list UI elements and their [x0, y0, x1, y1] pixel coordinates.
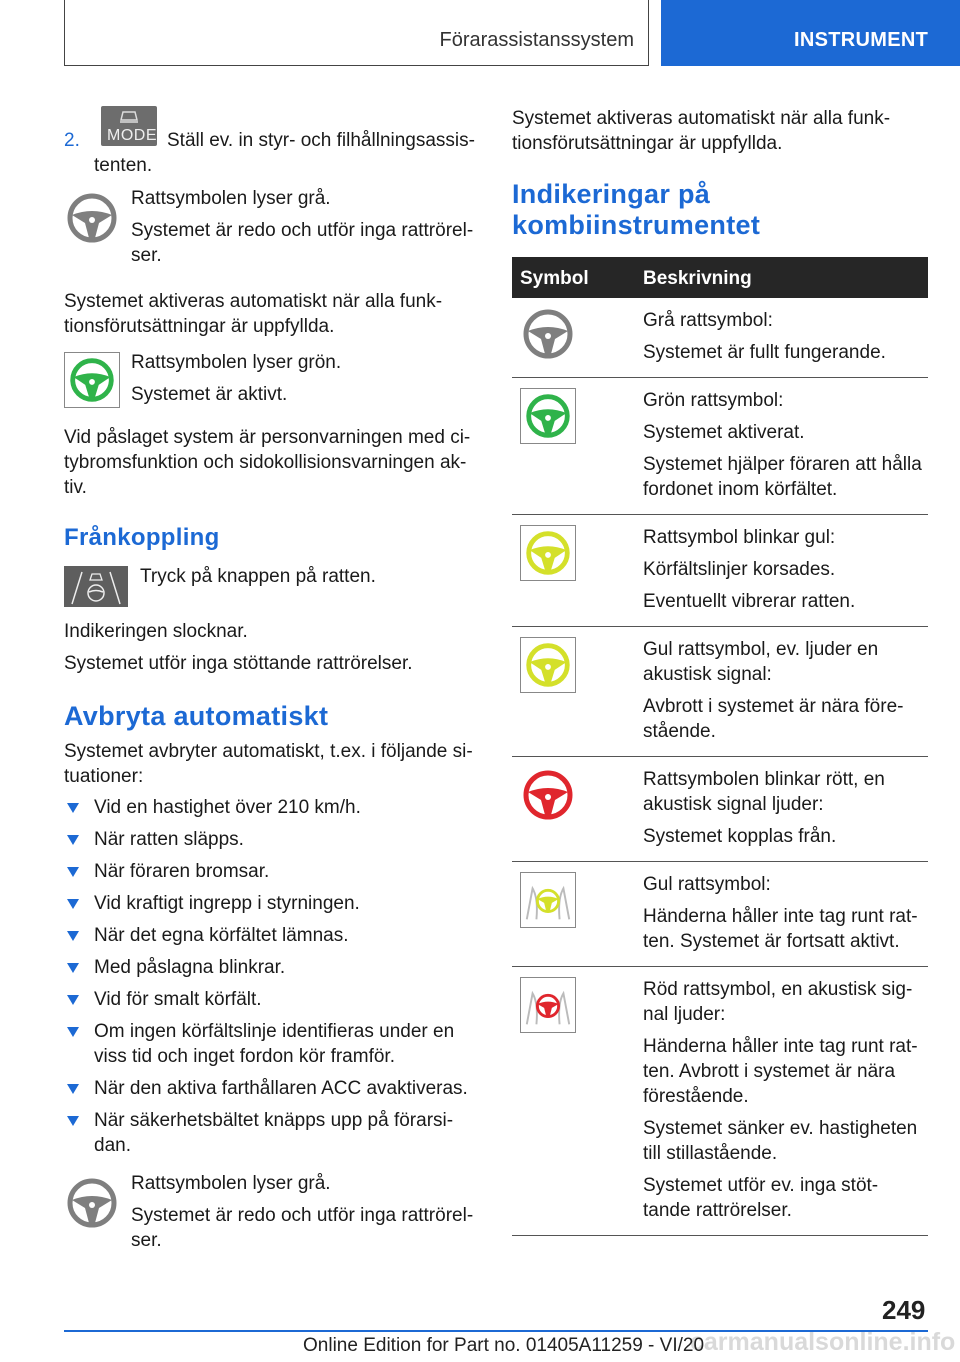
grey-steering-wheel-icon [64, 190, 120, 246]
table-row [512, 862, 928, 967]
disengage-instruction: Tryck på knappen på ratten. [140, 566, 376, 587]
activation-text-2: tionsförutsättningar är uppfyllda. [64, 316, 335, 337]
warning-text-3: tiv. [64, 477, 87, 498]
row-text: Röd rattsymbol, en akustisk sig- nal ljuder: [643, 979, 913, 1025]
row-text: Systemet hjälper föraren att hålla fordonet inom körfältet. [643, 454, 922, 500]
bullet-triangle-icon [67, 931, 79, 941]
abort-intro-2: tuationer: [64, 766, 144, 787]
list-item: När ratten släpps. [64, 827, 484, 852]
row-text: Grön rattsymbol: [643, 390, 784, 411]
bullet-triangle-icon [67, 899, 79, 909]
green-status-1: Rattsymbolen lyser grön. [131, 352, 342, 373]
list-item: Med påslagna blinkrar. [64, 955, 484, 980]
list-item: Vid för smalt körfält. [64, 987, 484, 1012]
right-activation-text-2: tionsförutsättningar är uppfyllda. [512, 133, 783, 154]
grey-status-1b: Rattsymbolen lyser grå. [131, 1173, 331, 1194]
activation-text-1: Systemet aktiveras automatiskt när alla funk- [64, 291, 443, 312]
row-text: Systemet kopplas från. [643, 826, 837, 847]
row-text: Rattsymbolen blinkar rött, en akustisk signal ljuder: [643, 769, 885, 815]
green-steering-wheel-icon [520, 388, 576, 444]
list-item: När det egna körfältet lämnas. [64, 923, 484, 948]
row-text: Grå rattsymbol: [643, 310, 773, 331]
list-item: När den aktiva farthållaren ACC avaktiveras. [64, 1076, 484, 1101]
yellow-steering-wheel-icon [520, 525, 576, 581]
abort-conditions-list [64, 795, 484, 1165]
heading-indications-2: kombiinstrumentet [512, 210, 761, 240]
heading-abort: Avbryta automatiskt [64, 701, 329, 731]
table-row [512, 298, 928, 378]
bullet-triangle-icon [67, 867, 79, 877]
row-text: Gul rattsymbol: [643, 874, 771, 895]
row-text: Händerna håller inte tag runt rat- ten. Avbrott i systemet är nära förestående. [643, 1036, 918, 1107]
disengage-result-2: Systemet utför inga stöttande rattrörelser. [64, 653, 413, 674]
heading-indications-1: Indikeringar på [512, 179, 711, 209]
row-text: Systemet är fullt fungerande. [643, 342, 886, 363]
mode-button-icon [101, 106, 157, 146]
row-text: Systemet utför ev. inga stöt- tande rattrörelser. [643, 1175, 879, 1221]
row-text: Rattsymbol blinkar gul: [643, 527, 836, 548]
list-item: Vid kraftigt ingrepp i styrningen. [64, 891, 484, 916]
bullet-triangle-icon [67, 995, 79, 1005]
abort-intro-1: Systemet avbryter automatiskt, t.ex. i följande si- [64, 741, 473, 762]
table-row [512, 515, 928, 627]
column-header-description: Beskrivning [643, 268, 752, 289]
grey-status-3b: ser. [131, 1230, 162, 1251]
table-row [512, 757, 928, 862]
header-chapter-tab [661, 0, 960, 66]
watermark: carmanualsonline.info [690, 1328, 956, 1356]
bullet-triangle-icon [67, 803, 79, 813]
table-row [512, 378, 928, 515]
disengage-result-1: Indikeringen slocknar. [64, 621, 248, 642]
grey-status-1: Rattsymbolen lyser grå. [131, 188, 331, 209]
green-steering-wheel-icon [64, 352, 120, 408]
bullet-triangle-icon [67, 1027, 79, 1037]
lane-assist-button-icon [64, 566, 128, 607]
page-number: 249 [882, 1295, 926, 1325]
right-activation-text-1: Systemet aktiveras automatiskt när alla funk- [512, 108, 891, 129]
table-header [512, 257, 928, 298]
column-header-symbol: Symbol [520, 268, 589, 289]
step-2-text-a: Ställ ev. in styr- och filhållningsassis- [167, 130, 475, 151]
grey-steering-wheel-icon [520, 306, 576, 369]
bullet-triangle-icon [67, 1116, 79, 1126]
row-text: Gul rattsymbol, ev. ljuder en akustisk signal: [643, 639, 879, 685]
list-item: Vid en hastighet över 210 km/h. [64, 795, 484, 820]
grey-status-2b: Systemet är redo och utför inga rattrörel- [131, 1205, 474, 1226]
grey-steering-wheel-icon [64, 1175, 120, 1231]
row-text: Systemet aktiverat. [643, 422, 805, 443]
step-2-number: 2. [64, 130, 80, 151]
list-item: När föraren bromsar. [64, 859, 484, 884]
bullet-triangle-icon [67, 835, 79, 845]
row-text: Avbrott i systemet är nära före- stående. [643, 696, 904, 742]
header-section-title: Förarassistanssystem [439, 29, 634, 51]
header-chapter-title: INSTRUMENT [794, 29, 929, 51]
list-item: När säkerhetsbältet knäpps upp på förarsi- dan. [64, 1108, 484, 1158]
indications-table [512, 257, 928, 1236]
yellow-hands-off-icon [520, 872, 576, 928]
mode-button-label: MODE [107, 127, 157, 144]
header-section-tab [64, 0, 649, 66]
heading-disengage: Frånkoppling [64, 524, 220, 551]
green-status-2: Systemet är aktivt. [131, 384, 288, 405]
warning-text-2: tybromsfunktion och sidokollisionsvarningen ak- [64, 452, 467, 473]
bullet-triangle-icon [67, 1084, 79, 1094]
red-hands-off-icon [520, 977, 576, 1033]
yellow-steering-wheel-icon [520, 637, 576, 693]
row-text: Systemet sänker ev. hastigheten till stillastående. [643, 1118, 918, 1164]
table-row [512, 967, 928, 1236]
grey-status-3: ser. [131, 245, 162, 266]
table-row [512, 627, 928, 757]
red-steering-wheel-icon [520, 767, 576, 830]
row-text: Händerna håller inte tag runt rat- ten. Systemet är fortsatt aktivt. [643, 906, 918, 952]
row-text: Eventuellt vibrerar ratten. [643, 591, 856, 612]
warning-text-1: Vid påslaget system är personvarningen med ci- [64, 427, 471, 448]
list-item: Om ingen körfältslinje identifieras under en viss tid och inget fordon kör framför. [64, 1019, 484, 1069]
bullet-triangle-icon [67, 963, 79, 973]
footer-edition: Online Edition for Part no. 01405A11259 - VI/20 [303, 1335, 705, 1356]
step-2-text-b: tenten. [94, 155, 153, 176]
row-text: Körfältslinjer korsades. [643, 559, 836, 580]
grey-status-2: Systemet är redo och utför inga rattrörel- [131, 220, 474, 241]
